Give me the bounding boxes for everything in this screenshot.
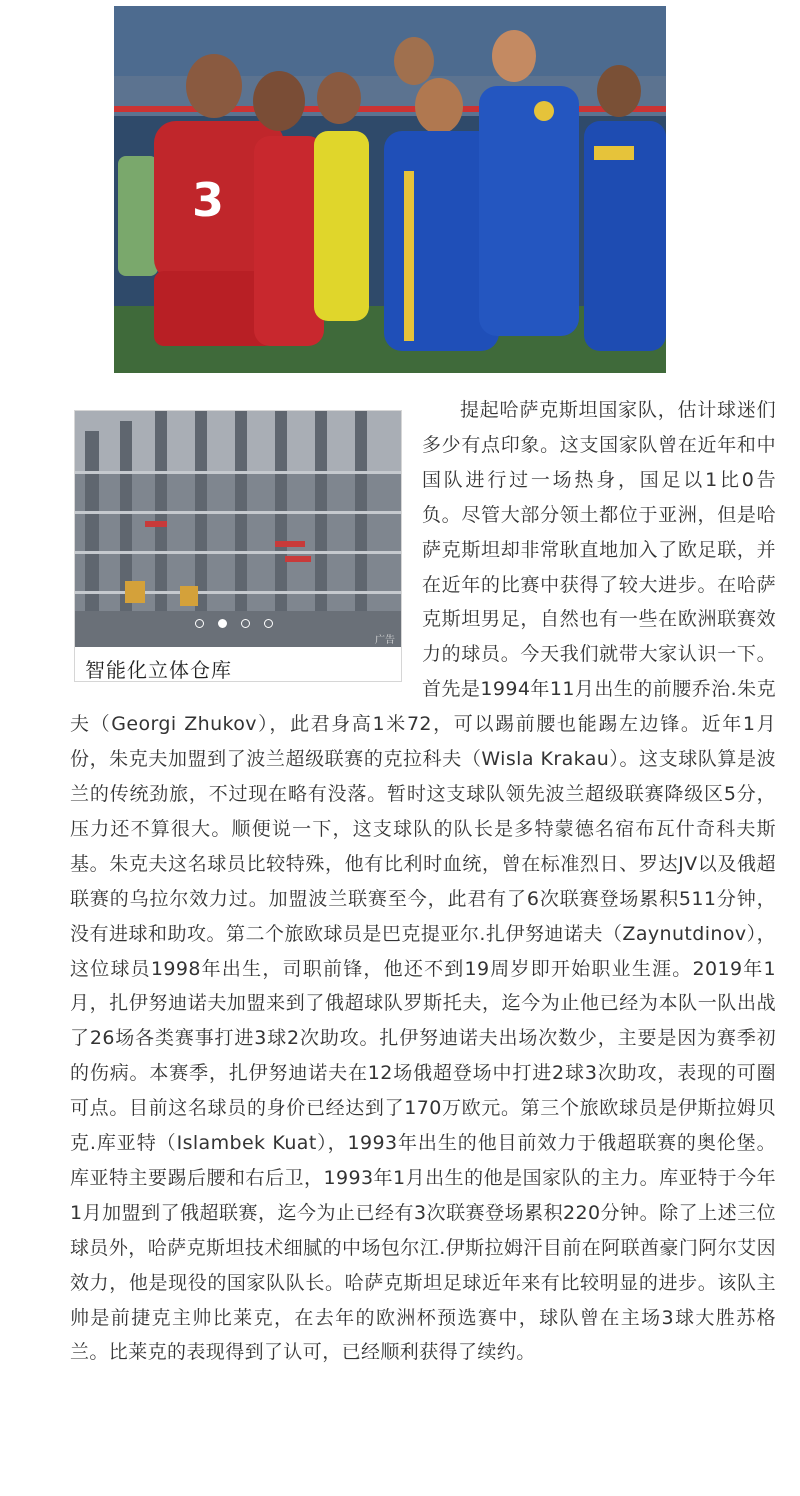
jersey-number: 3 bbox=[192, 173, 225, 227]
hero-photo bbox=[114, 6, 666, 373]
article-paragraph: 提起哈萨克斯坦国家队，估计球迷们多少有点印象。这支国家队曾在近年和中国队进行过一场热身，国足以1比0告负。尽管大部分领土都位于亚洲，但是哈萨克斯坦却非常耿直地加入了欧足联，并在近年的比赛中获得了较大进步。在哈萨克斯坦男足，自然也有一些在欧洲联赛效力的球员。今天我们就带大家认识一下。首先是1994年11月出生的前腰乔治.朱克夫（Georgi Zhukov），此君身高1米72，可以踢前腰也能踢左边锋。近年1月份，朱克夫加盟到了波兰超级联赛的克拉科夫（Wisla Krakau）。这支球队算是波兰的传统劲旅，不过现在略有没落。暂时这支球队领先波兰超级联赛降级区5分，压力还不算很大。顺便说一下，这支球队的队长是多特蒙德名宿布瓦什奇科夫斯基。朱克夫这名球员比较特殊，他有比利时血统，曾在标准烈日、罗达JV以及俄超联赛的乌拉尔效力过。加盟波兰联赛至今，此君有了6次联赛登场累积511分钟，没有进球和助攻。第二个旅欧球员是巴克提亚尔.扎伊努迪诺夫（Zaynutdinov），这位球员1998年出生，司职前锋，他还不到19周岁即开始职业生涯。2019年1月，扎伊努迪诺夫加盟来到了俄超球队罗斯托夫，迄今为止他已经为本队一队出战了26场各类赛事打进3球2次助攻。扎伊努迪诺夫出场次数少，主要是因为赛季初的伤病。本赛季，扎伊努迪诺夫在12场俄超登场中打进2球3次助攻，表现的可圈可点。目前这名球员的身价已经达到了170万欧元。第三个旅欧球员是伊斯拉姆贝克.库亚特（Islambek Kuat），1993年出生的他目前效力于俄超联赛的奥伦堡。库亚特主要踢后腰和右后卫，1993年1月出生的他是国家队的主力。库亚特于今年1月加盟到了俄超联赛，迄今为止已经有3次联赛登场累积220分钟。除了上述三位球员外，哈萨克斯坦技术细腻的中场包尔江.伊斯拉姆汗目前在阿联酋豪门阿尔艾因效力，他是现役的国家队队长。哈萨克斯坦足球近年来有比较明显的进步。该队主帅是前捷克主帅比莱克，在去年的欧洲杯预选赛中，球队曾在主场3球大胜苏格兰。比莱克的表现得到了认可，已经顺利获得了续约。 bbox=[70, 399, 776, 1364]
football-players-photo-icon bbox=[114, 6, 666, 373]
ad-spacer bbox=[70, 393, 422, 690]
article-body bbox=[70, 393, 776, 1370]
ad-tag: 广告 bbox=[375, 635, 395, 646]
ad-caption[interactable]: 智能化立体仓库 bbox=[85, 658, 232, 682]
